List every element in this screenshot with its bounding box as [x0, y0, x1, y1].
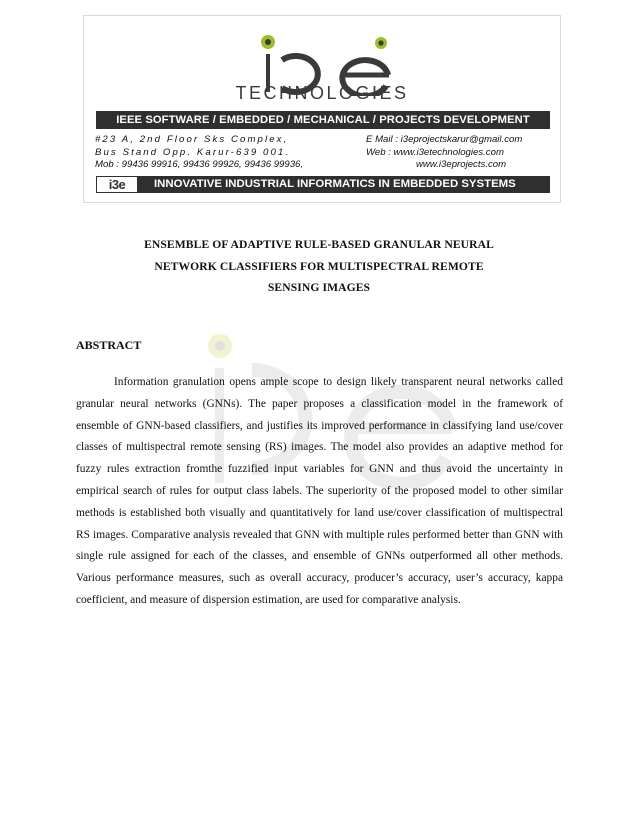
brand-word: TECHNOLOGIES [235, 83, 409, 103]
abstract-body: Information granulation opens ample scope to design likely transparent neural networks called granular neural networks (GNNs). The paper proposes a classification model in the framework of ensemble of GNN-based classifiers, and justifies its improved performance in classifying land use/cover classes of multispectral remote sensing (RS) images. The model also provides an adaptive method for fuzzy rules extraction fromthe fuzzified input variables for GNN and thus avoid the uncertainty in empirical search of rules for output class labels. The superiority of the proposed model to other similar methods is established both visually and quantitatively for land use/cover classification of multispectral RS images. Comparative analysis revealed that GNN with multiple rules performed better than GNN with single rule assigned for each of the classes, and ensemble of GNNs outperformed all other methods. Various performance measures, such as overall accuracy, producer’s accuracy, user’s accuracy, kappa coefficient, and measure of dispersion estimation, are used for comparative analysis. [76, 376, 563, 606]
header-banner [83, 15, 561, 203]
address-block [95, 134, 303, 172]
address-line-2: Bus Stand Opp. Karur-639 001. [95, 146, 291, 158]
email-line: E Mail : i3eprojectskarur@gmail.com [366, 134, 523, 145]
address-line-1: #23 A, 2nd Floor Sks Complex, [95, 134, 289, 145]
abstract-heading: ABSTRACT [76, 338, 142, 352]
mobile-numbers: Mob : 99436 99916, 99436 99926, 99436 99936, [95, 159, 304, 170]
web-line: Web : www.i3etechnologies.com [366, 146, 504, 158]
title-line-1: ENSEMBLE OF ADAPTIVE RULE-BASED GRANULAR NEURAL [144, 238, 494, 251]
tagline-bar [96, 176, 550, 193]
title-line-2: NETWORK CLASSIFIERS FOR MULTISPECTRAL REMOTE [154, 259, 484, 273]
contact-block [366, 134, 522, 172]
title-line-3: SENSING IMAGES [267, 281, 371, 294]
mini-i3e-logo: i3e [96, 176, 138, 193]
services-bar: IEEE SOFTWARE / EMBEDDED / MECHANICAL / PROJECTS DEVELOPMENT [96, 111, 550, 129]
web-line-2: www.i3eprojects.com [416, 159, 507, 170]
paper-title [70, 234, 568, 299]
tagline-text: INNOVATIVE INDUSTRIAL INFORMATICS IN EMBEDDED SYSTEMS [154, 178, 516, 190]
